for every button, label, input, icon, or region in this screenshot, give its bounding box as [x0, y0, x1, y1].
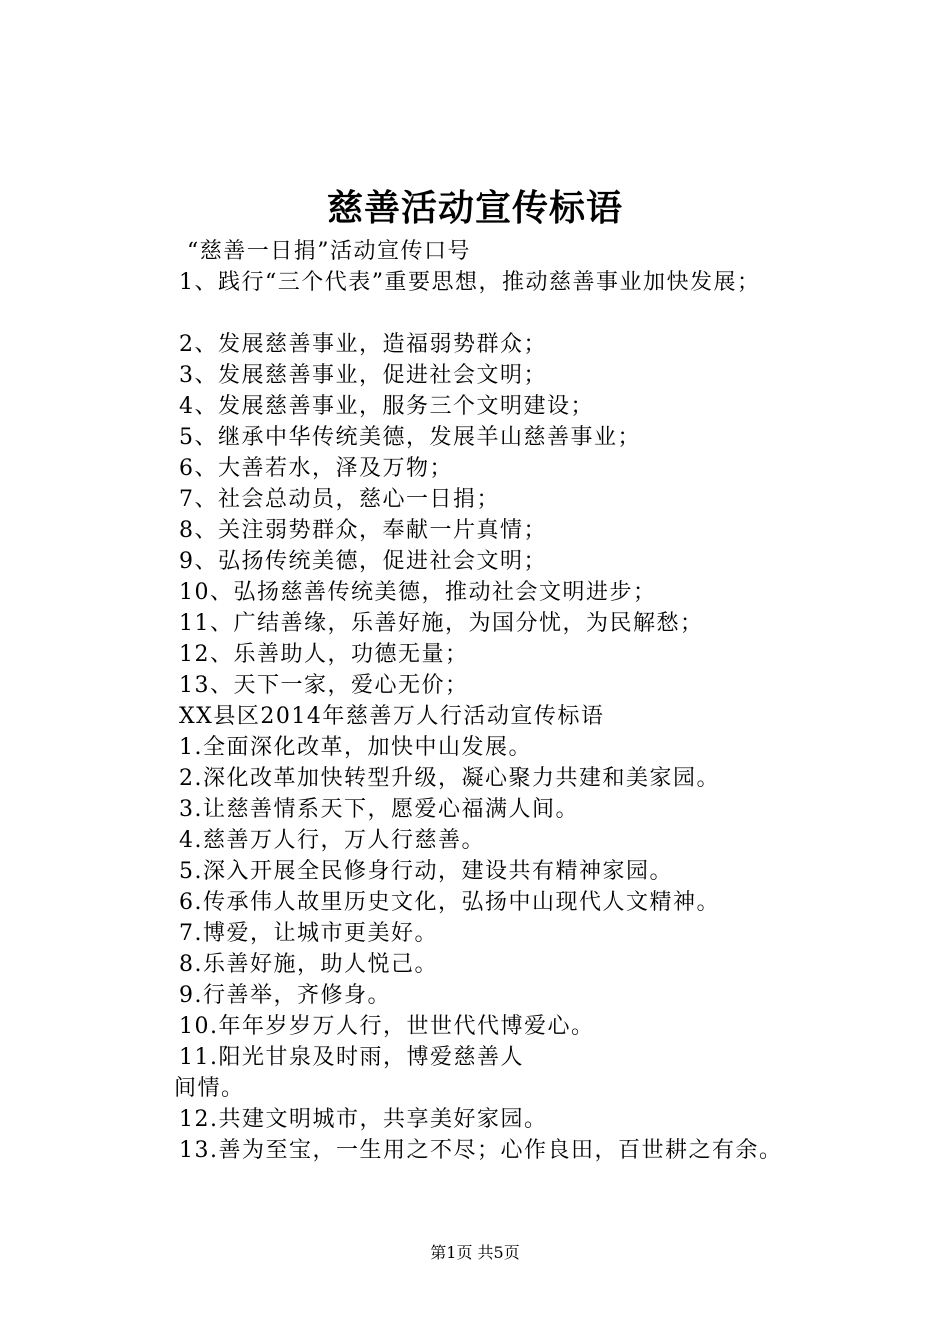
- list-item: 1、践行“三个代表”重要思想，推动慈善事业加快发展；: [179, 270, 761, 295]
- list-item: 9、弘扬传统美德，促进社会文明；: [179, 549, 547, 574]
- section-heading-charity-walk: XX县区2014年慈善万人行活动宣传标语: [179, 704, 605, 729]
- list-item: 10.年年岁岁万人行，世世代代博爱心。: [179, 1014, 595, 1039]
- list-item: 6、大善若水，泽及万物；: [179, 456, 453, 481]
- page-footer: 第1页 共5页: [430, 1243, 520, 1262]
- list-item: 8、关注弱势群众，奉献一片真情；: [179, 518, 547, 543]
- list-item: 5、继承中华传统美德，发展羊山慈善事业；: [179, 425, 641, 450]
- page-title: 慈善活动宣传标语: [326, 187, 623, 229]
- blank-line: [179, 298, 879, 329]
- document-body: [174, 236, 879, 1166]
- list-item: 2.深化改革加快转型升级，凝心聚力共建和美家园。: [179, 766, 720, 791]
- list-item: 4.慈善万人行，万人行慈善。: [179, 828, 485, 853]
- list-item: 3、发展慈善事业，促进社会文明；: [179, 363, 547, 388]
- list-item: 13、天下一家，爱心无价；: [179, 673, 469, 698]
- list-item: 2、发展慈善事业，造福弱势群众；: [179, 332, 547, 357]
- list-item: 9.行善举，齐修身。: [179, 983, 391, 1008]
- section-heading-charity-day: “慈善一日捐”活动宣传口号: [187, 239, 471, 264]
- list-item: 12、乐善助人，功德无量；: [179, 642, 469, 667]
- list-item: 11.阳光甘泉及时雨，博爱慈善人: [179, 1045, 524, 1070]
- list-item: 12.共建文明城市，共享美好家园。: [179, 1107, 548, 1132]
- list-item: 7.博爱，让城市更美好。: [179, 921, 438, 946]
- list-item: 8.乐善好施，助人悦己。: [179, 952, 438, 977]
- list-item: 11、广结善缘，乐善好施，为国分忧，为民解愁；: [179, 611, 704, 636]
- list-item: 7、社会总动员，慈心一日捐；: [179, 487, 500, 512]
- list-item: 1.全面深化改革，加快中山发展。: [179, 735, 532, 760]
- list-item: 5.深入开展全民修身行动，建设共有精神家园。: [179, 859, 673, 884]
- list-item: 13.善为至宝，一生用之不尽；心作良田，百世耕之有余。: [179, 1138, 783, 1163]
- list-item: 6.传承伟人故里历史文化，弘扬中山现代人文精神。: [179, 890, 720, 915]
- list-item: 3.让慈善情系天下，愿爱心福满人间。: [179, 797, 579, 822]
- list-item: 10、弘扬慈善传统美德，推动社会文明进步；: [179, 580, 657, 605]
- list-item-continuation: 间情。: [174, 1076, 245, 1101]
- list-item: 4、发展慈善事业，服务三个文明建设；: [179, 394, 594, 419]
